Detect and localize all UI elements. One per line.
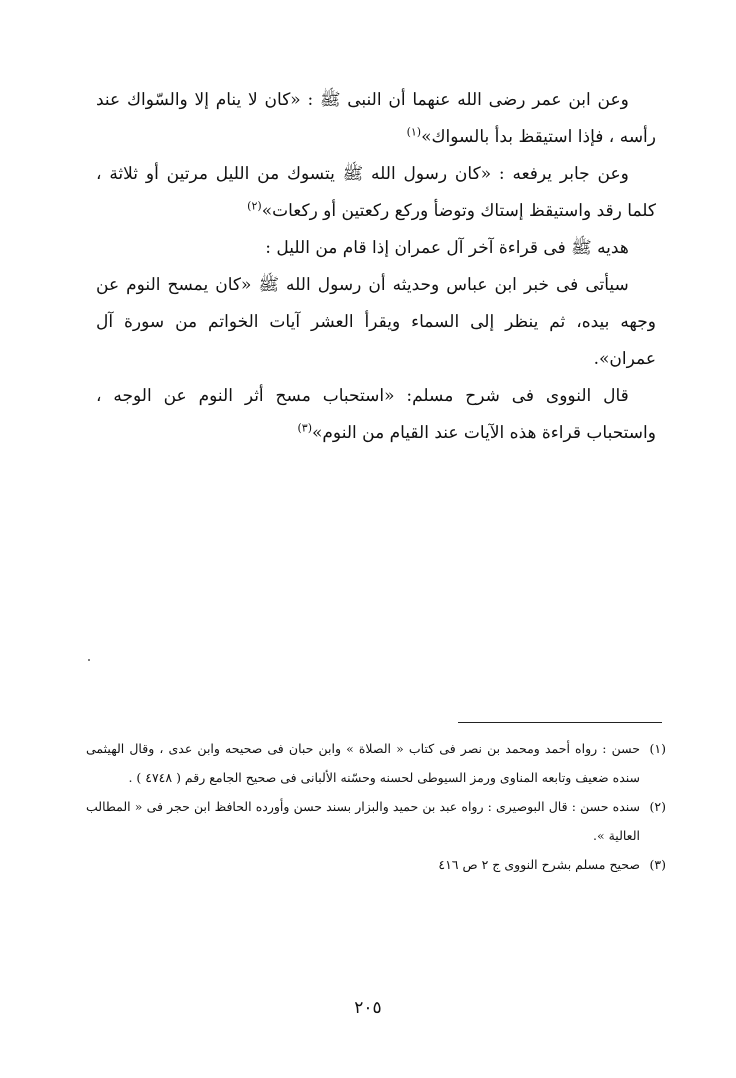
footnote-text: حسن : رواه أحمد ومحمد بن نصر فى كتاب « الصلاة » وابن حبان فى صحيحه وابن عدى ، وقال الهيثمى سنده ضعيف وتابعه المناوى ورمز السيوطى لحسنه وحسّنه الألبانى فى صحيح الجامع رقم ( ٤٧٤٨ ) . — [86, 741, 640, 785]
main-text — [96, 82, 656, 452]
footnote-ref-1: (١) — [406, 125, 422, 139]
footnote-number: (٣) — [649, 857, 666, 872]
footnotes — [86, 734, 666, 879]
footnote-divider — [458, 722, 662, 723]
paragraph-1 — [96, 82, 656, 156]
page-number: ٢٠٥ — [354, 998, 382, 1018]
footnote-number: (٢) — [649, 799, 666, 814]
footnote-ref-3: (٣) — [297, 421, 312, 435]
footnote-text: سنده حسن : قال البوصيرى : رواه عبد بن حميد والبزار بسند حسن وأورده الحافظ ابن حجر فى « المطالب العالية ». — [86, 799, 640, 843]
footnote-1 — [86, 734, 666, 792]
footnote-2 — [86, 792, 666, 850]
speck-mark — [88, 659, 90, 661]
paragraph-4: سيأتى فى خبر ابن عباس وحديثه أن رسول الله ﷺ «كان يمسح النوم عن وجهه بيده، ثم ينظر إلى السماء ويقرأ العشر آيات الخواتم من سورة آل عمران». — [96, 275, 656, 369]
section-heading: هديه ﷺ فى قراءة آخر آل عمران إذا قام من الليل : — [265, 238, 629, 258]
paragraph-2-text: وعن جابر يرفعه : «كان رسول الله ﷺ يتسوك من الليل مرتين أو ثلاثة ، كلما رقد واستيقظ إستاك وتوضأ وركع ركعتين أو ركعات» — [96, 164, 656, 221]
footnote-number: (١) — [649, 741, 666, 756]
paragraph-5-text: قال النووى فى شرح مسلم: «استحباب مسح أثر النوم عن الوجه ، واستحباب قراءة هذه الآيات عند القيام من النوم» — [96, 386, 656, 443]
footnote-3 — [86, 850, 666, 879]
paragraph-5 — [96, 378, 656, 452]
footnote-text: صحيح مسلم بشرح النووى ج ٢ ص ٤١٦ — [438, 857, 640, 872]
paragraph-2 — [96, 156, 656, 230]
footnote-ref-2: (٢) — [247, 199, 262, 213]
paragraph-1-text: وعن ابن عمر رضى الله عنهما أن النبى ﷺ : «كان لا ينام إلا والسّواك عند رأسه ، فإذا استيقظ بدأ بالسواك» — [96, 90, 656, 147]
